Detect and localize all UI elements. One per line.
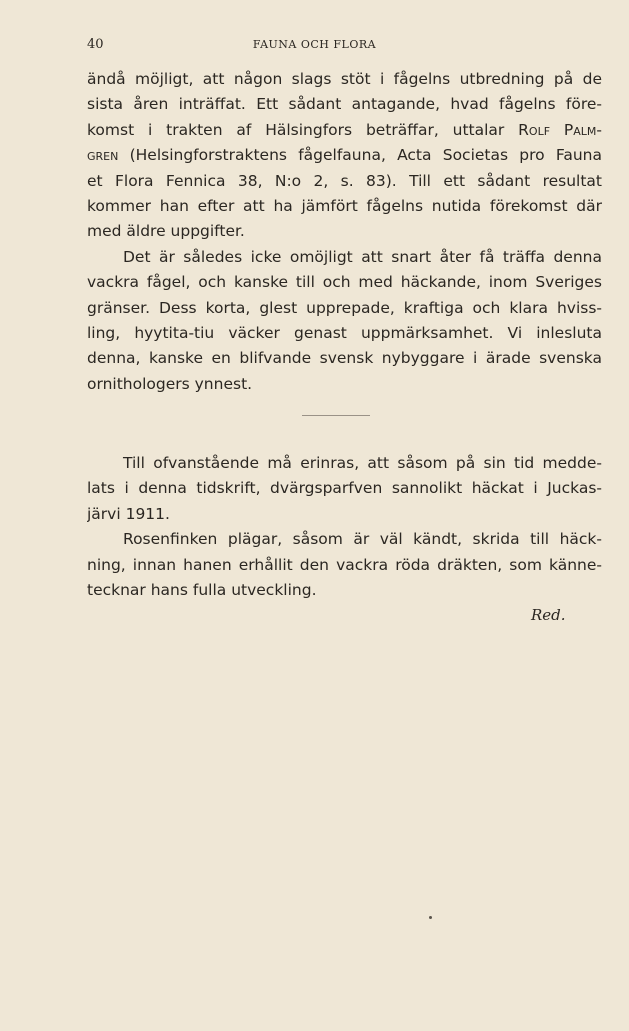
text-line: ändå möjligt, att någon slags stöt i fågelns utbredning på de	[87, 70, 602, 88]
running-title: FAUNA OCH FLORA	[252, 38, 377, 51]
text-segment: (Helsingforstraktens fågelfauna, Acta Societas pro Fauna	[129, 146, 602, 165]
text-line: vackra fågel, och kanske till och med häckande, inom Sveriges	[87, 273, 602, 292]
article-text	[87, 67, 602, 397]
text-line: et Flora Fennica 38, N:o 2, s. 83). Till ett sådant resultat	[87, 171, 602, 190]
paper-speck	[429, 916, 432, 919]
text-line: gränser. Dess korta, glest upprepade, kraftiga och klara hviss-	[87, 298, 602, 317]
editorial-note	[87, 451, 602, 603]
author-name-continued: gren	[87, 146, 119, 165]
author-name: Rolf Palm-	[518, 120, 602, 139]
text-line: denna, kanske en blifvande svensk nybyggare i ärade svenska	[87, 349, 602, 368]
text-line	[87, 118, 602, 143]
text-line	[87, 143, 602, 168]
text-line: Det är således icke omöjligt att snart åter få träffa denna	[123, 247, 602, 266]
section-divider	[302, 415, 370, 416]
text-line: Till ofvanstående må erinras, att såsom på sin tid medde-	[123, 454, 602, 472]
text-line: sista åren inträffat. Ett sådant antagande, hvad fågelns före-	[87, 95, 602, 114]
text-line: järvi 1911.	[87, 504, 170, 523]
text-line: Rosenfinken plägar, såsom är väl kändt, skrida till häck-	[123, 530, 602, 549]
text-line: ornithologers ynnest.	[87, 374, 253, 393]
text-line: ling, hyytita-tiu väcker genast uppmärksamhet. Vi inlesluta	[87, 323, 602, 342]
text-line: lats i denna tidskrift, dvärgsparfven sannolikt häckat i Juckas-	[87, 479, 602, 498]
text-line: tecknar hans fulla utveckling.	[87, 580, 317, 599]
editor-signature: Red.	[531, 606, 566, 624]
text-line: ning, innan hanen erhållit den vackra röda dräkten, som känne-	[87, 555, 602, 574]
text-line: kommer han efter att ha jämfört fågelns nutida förekomst där	[87, 196, 602, 215]
page-number: 40	[87, 37, 104, 52]
text-segment: komst i trakten af Hälsingfors beträffar, uttalar	[87, 120, 505, 139]
text-line: med äldre uppgifter.	[87, 222, 245, 241]
